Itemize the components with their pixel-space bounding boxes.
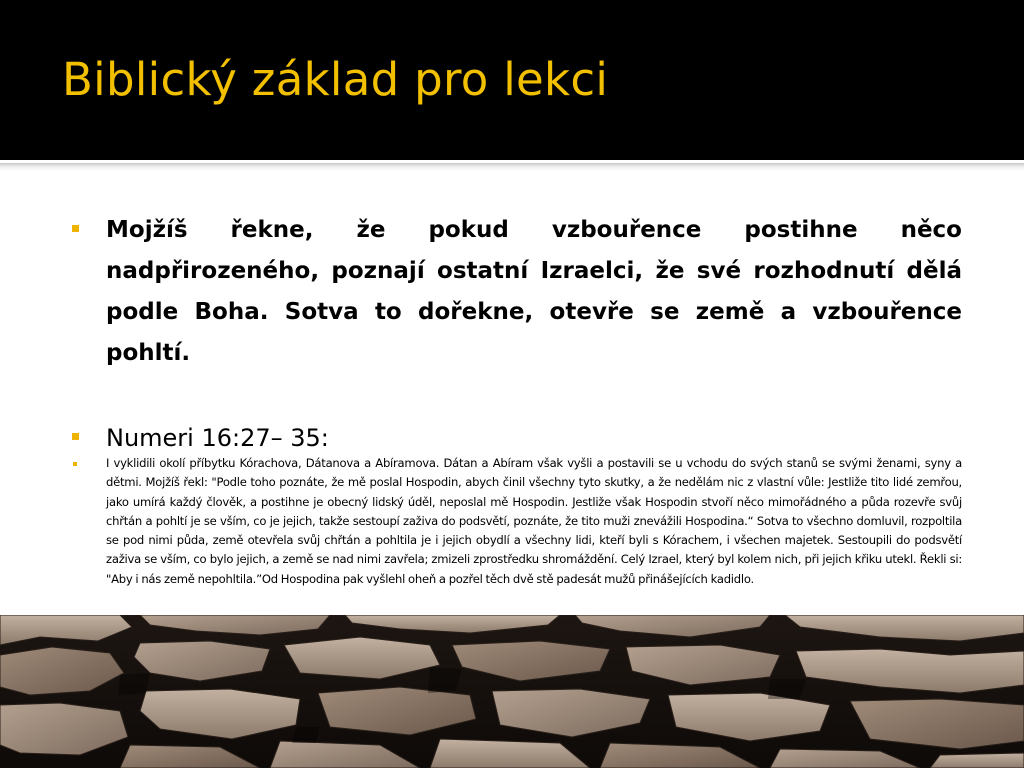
square-bullet-icon <box>72 225 79 232</box>
title-bar <box>0 0 1024 160</box>
square-bullet-icon <box>72 433 79 440</box>
bullet-text-summary: Mojžíš řekne, že pokud vzbouřence postihne něco nadpřirozeného, poznají ostatní Izraelci, že své rozhodnutí dělá podle Boha. Sotva to dořekne, otevře se země a vzbouřence pohltí. <box>106 217 962 366</box>
bullet-text-reference: Numeri 16:27– 35: <box>106 424 329 452</box>
square-bullet-icon <box>73 462 77 466</box>
slide-title: Biblický základ pro lekci <box>62 53 609 106</box>
cracked-earth-image <box>0 615 1024 768</box>
title-divider <box>0 163 1024 171</box>
bullet-text-scripture: I vyklidili okolí příbytku Kórachova, Dátanova a Abíramova. Dátan a Abíram však vyšli a postavili se u vchodu do svých stanů se svými ženami, syny a dětmi. Mojžíš řekl: "Podle toho poznáte, že mě poslal Hospodin, abych činil všechny tyto skutky, a že nedělám nic z vlastní vůle: Jestliže tito lidé zemřou, jako umírá každý člověk, a postihne je obecný lidský úděl, neposlal mě Hospodin. Jestliže však Hospodin stvoří něco mimořádného a půda rozevře svůj chřtán a pohltí je se vším, co je jejich, takže sestoupí zaživa do podsvětí, poznáte, že tito muži znevážili Hospodina.“ Sotva to všechno domluvil, rozpoltila se pod nimi půda, země otevřela svůj chřtán a pohltila je i jejich obydlí a všechny lidi, kteří byli s Kórachem, i všechen majetek. Sestoupili do podsvětí zaživa se vším, co bylo jejich, a země se nad nimi zavřela; zmizeli zprostředku shromáždění. Celý Izrael, který byl kolem nich, při jejich křiku utekl. Řekli si: "Aby i nás země nepohltila.”Od Hospodina pak vyšlehl oheň a pozřel těch dvě stě padesát mužů přinášejících kadidlo. <box>106 456 962 586</box>
